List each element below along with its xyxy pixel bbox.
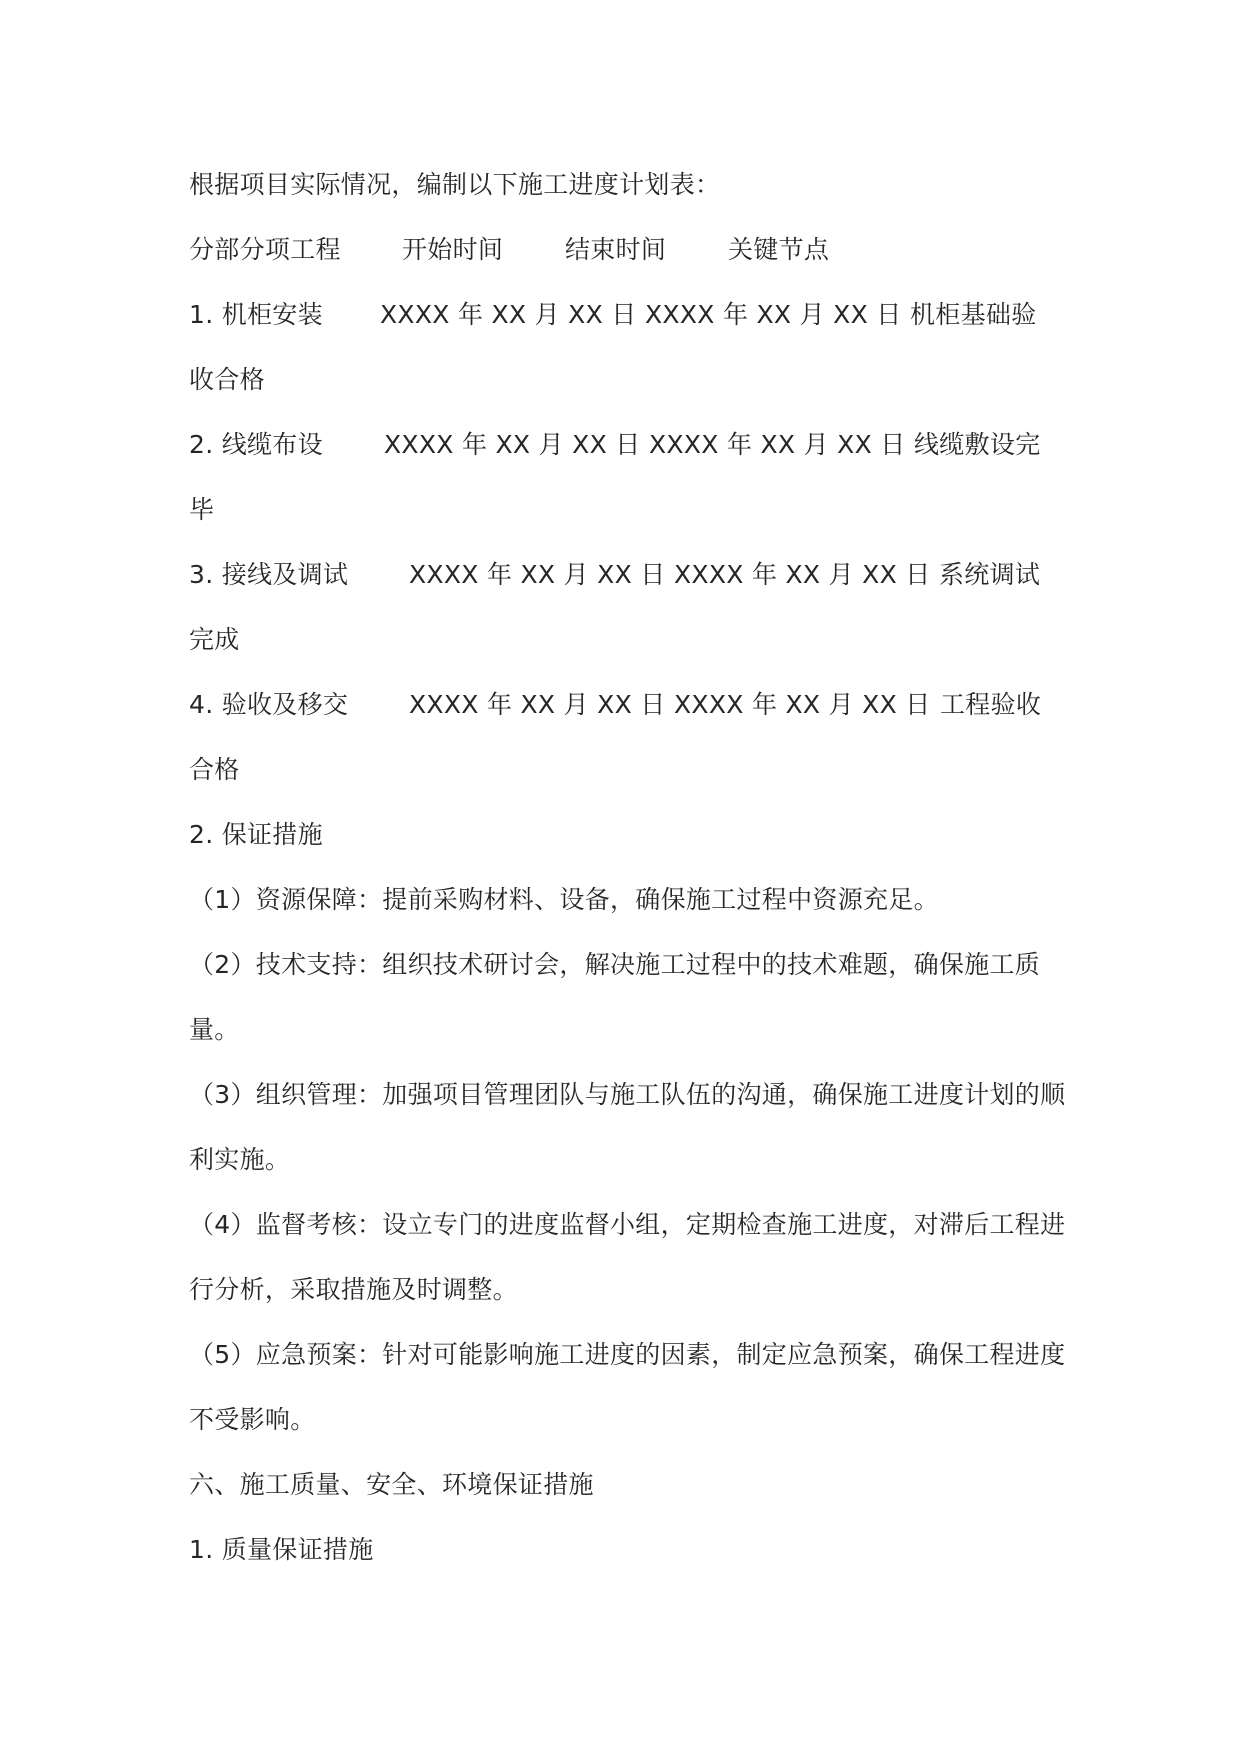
schedule-row: [189, 558, 1089, 592]
row-milestone: 系统调试: [939, 560, 1041, 589]
row-milestone: 工程验收: [940, 690, 1042, 719]
guarantee-item-3-continued: 利实施。: [189, 1145, 291, 1174]
guarantee-item-4-continued: 行分析，采取措施及时调整。: [189, 1275, 518, 1304]
row-end: XXXX 年 XX 月 XX 日: [645, 300, 902, 329]
row-end: XXXX 年 XX 月 XX 日: [674, 560, 931, 589]
row-start: XXXX 年 XX 月 XX 日: [409, 560, 666, 589]
row-milestone: 机柜基础验: [910, 300, 1037, 329]
schedule-header-row: [189, 233, 1089, 267]
row-start: XXXX 年 XX 月 XX 日: [409, 690, 666, 719]
header-end: 结束时间: [565, 235, 667, 264]
row-start: XXXX 年 XX 月 XX 日: [380, 300, 637, 329]
header-milestone: 关键节点: [728, 235, 830, 264]
schedule-row: [189, 688, 1089, 722]
guarantee-item-4: （4）监督考核：设立专门的进度监督小组，定期检查施工进度，对滞后工程进: [189, 1210, 1066, 1239]
row-start: XXXX 年 XX 月 XX 日: [384, 430, 641, 459]
guarantee-item-1: （1）资源保障：提前采购材料、设备，确保施工过程中资源充足。: [189, 885, 939, 914]
row-milestone-continued: 毕: [189, 495, 215, 524]
guarantee-item-5: （5）应急预案：针对可能影响施工进度的因素，制定应急预案，确保工程进度: [189, 1340, 1066, 1369]
guarantee-heading: 2. 保证措施: [189, 820, 323, 849]
guarantee-item-2: （2）技术支持：组织技术研讨会，解决施工过程中的技术难题，确保施工质: [189, 950, 1041, 979]
header-start: 开始时间: [402, 235, 504, 264]
row-milestone: 线缆敷设完: [914, 430, 1041, 459]
section-heading: 六、施工质量、安全、环境保证措施: [189, 1470, 594, 1499]
row-name: 4. 验收及移交: [189, 690, 349, 719]
schedule-row: [189, 298, 1089, 332]
row-end: XXXX 年 XX 月 XX 日: [649, 430, 906, 459]
schedule-row: [189, 428, 1089, 462]
header-project: 分部分项工程: [189, 235, 341, 264]
intro-paragraph: 根据项目实际情况，编制以下施工进度计划表：: [189, 170, 721, 199]
guarantee-item-5-continued: 不受影响。: [189, 1405, 316, 1434]
row-milestone-continued: 完成: [189, 625, 240, 654]
row-end: XXXX 年 XX 月 XX 日: [674, 690, 931, 719]
row-name: 2. 线缆布设: [189, 430, 323, 459]
row-milestone-continued: 收合格: [189, 365, 265, 394]
guarantee-item-2-continued: 量。: [189, 1015, 240, 1044]
row-name: 3. 接线及调试: [189, 560, 349, 589]
row-milestone-continued: 合格: [189, 755, 240, 784]
row-name: 1. 机柜安装: [189, 300, 323, 329]
subsection-heading: 1. 质量保证措施: [189, 1535, 374, 1564]
guarantee-item-3: （3）组织管理：加强项目管理团队与施工队伍的沟通，确保施工进度计划的顺: [189, 1080, 1066, 1109]
